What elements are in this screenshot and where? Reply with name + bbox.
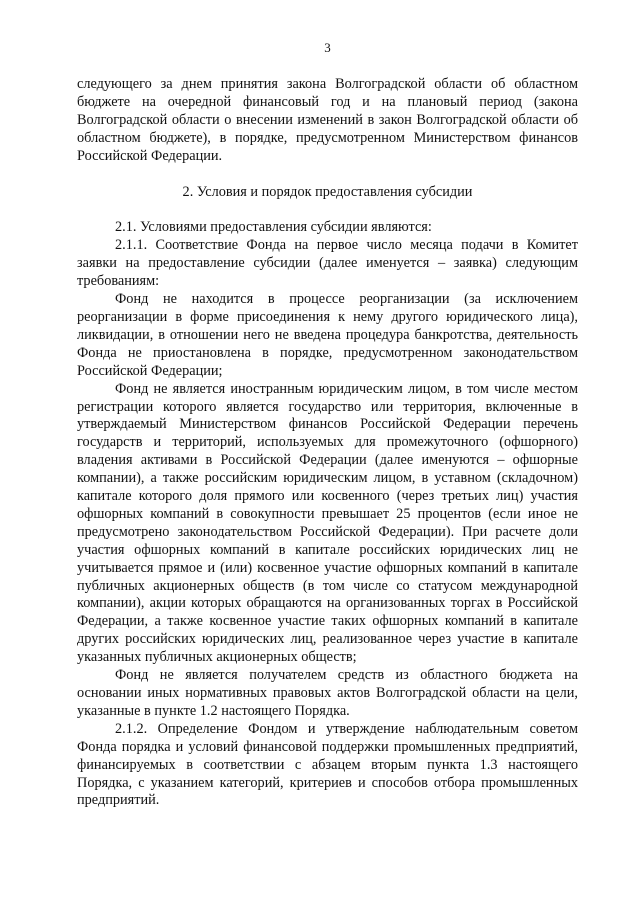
page-number: 3	[324, 40, 331, 55]
document-body	[77, 76, 578, 810]
paragraph-2-1-2: 2.1.2. Определение Фондом и утверждение наблюдательным советом Фонда порядка и условий финансовой поддержки промышленных предприятий, финансируемых в соответствии с абзацем вторым пункта 1.3 настоящего Порядка, с указанием категорий, критериев и способов отбора промышленных предприятий.	[77, 720, 578, 809]
paragraph-offshore: Фонд не является иностранным юридическим лицом, в том числе местом регистрации которого является государство или территория, включенные в утверждаемый Министерством финансов Российской Федерации перечень государств и территорий, используемых для промежуточного (офшорного) владения активами в Российской Федерации (далее именуются – офшорные компании), а также российским юридическим лицом, в уставном (складочном) капитале которого доля прямого или косвенного (через третьих лиц) участия офшорных компаний в совокупности превышает 25 процентов (если иное не предусмотрено законодательством Российской Федерации). При расчете доли участия офшорных компаний в капитале российских юридических лиц не учитывается прямое и (или) косвенное участие офшорных компаний в капитале публичных акционерных обществ (в том числе со статусом международной компании), акции которых обращаются на организованных торгах в Российской Федерации, а также косвенное участие таких офшорных компаний в капитале других российских юридических лиц, реализованное через участие в капитале указанных публичных акционерных обществ;	[77, 380, 578, 666]
paragraph-continuation: следующего за днем принятия закона Волгоградской области об областном бюджете на очередной финансовый год и на плановый период (закона Волгоградской области о внесении изменений в закон Волгоградской области об областном бюджете), в порядке, предусмотренном Министерством финансов Российской Федерации.	[77, 76, 578, 164]
paragraph-2-1-1: 2.1.1. Соответствие Фонда на первое число месяца подачи в Комитет заявки на предоставление субсидии (далее именуется – заявка) следующим требованиям:	[77, 237, 578, 290]
paragraph-budget-recipient: Фонд не является получателем средств из областного бюджета на основании иных нормативных правовых актов Волгоградской области на цели, указанные в пункте 1.2 настоящего Порядка.	[77, 667, 578, 719]
paragraph-2-1: 2.1. Условиями предоставления субсидии являются:	[115, 219, 432, 236]
section-title: 2. Условия и порядок предоставления субсидии	[182, 183, 473, 200]
paragraph-reorganization: Фонд не находится в процессе реорганизации (за исключением реорганизации в форме присоединения к нему другого юридического лица), ликвидации, в отношении него не введена процедура банкротства, деятельность Фонда не приостановлена в порядке, предусмотренном законодательством Российской Федерации;	[77, 291, 578, 379]
